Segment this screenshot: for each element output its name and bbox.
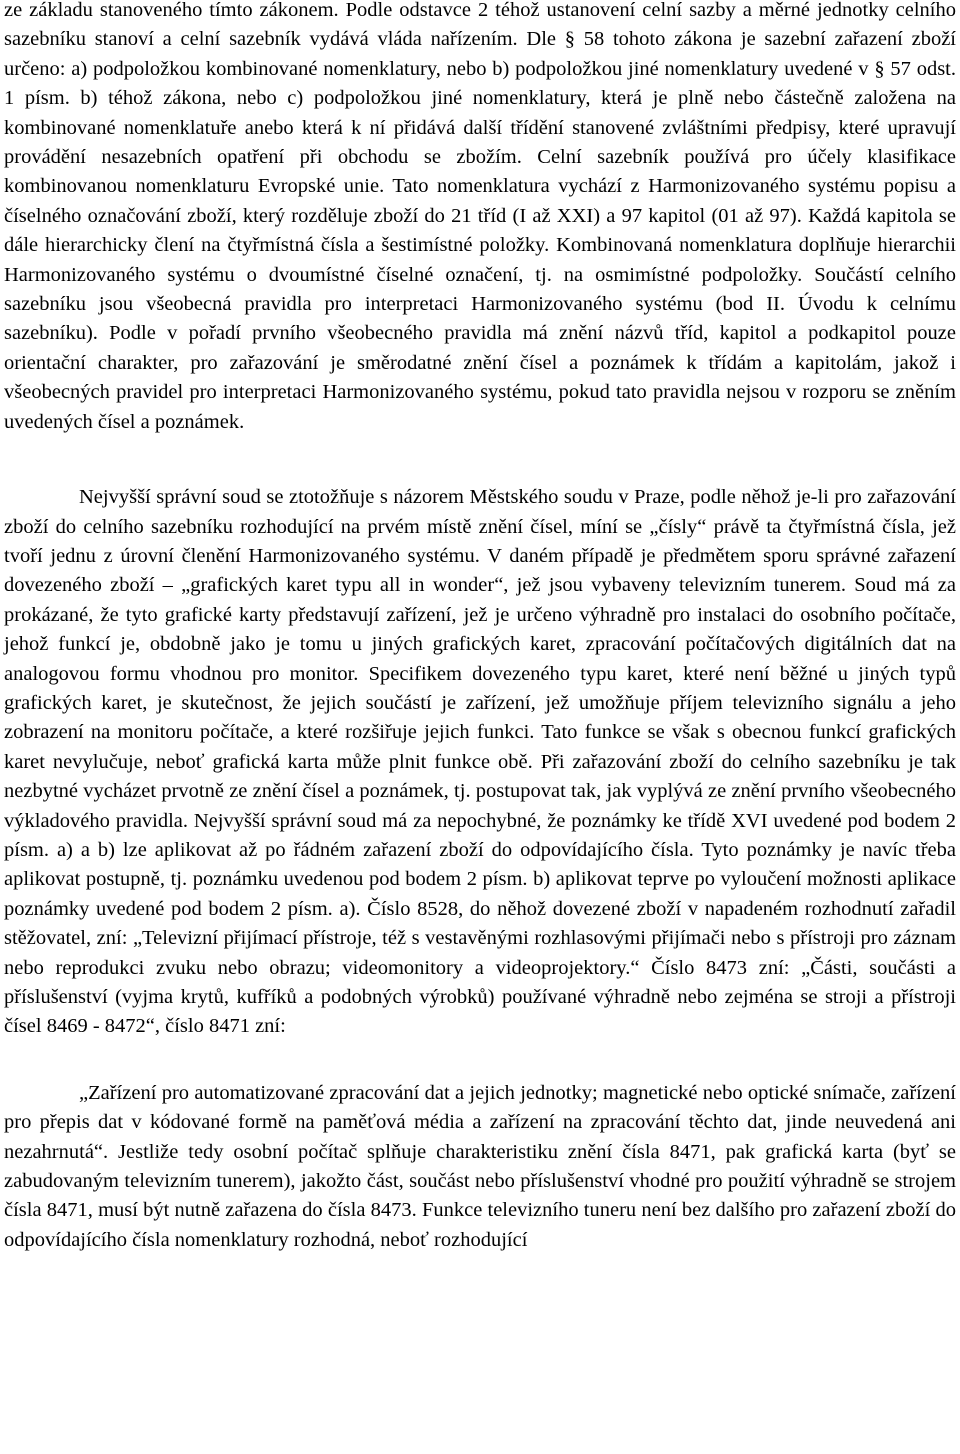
paragraph-court-opinion: Nejvyšší správní soud se ztotožňuje s názorem Městského soudu v Praze, podle něhož je-li pro zařazování zboží do celního sazebníku rozhodující na prvém místě znění čísel, míní se „čísly“ právě ta čtyřmístná čísla, jež tvoří jednu z úrovní členění Harmonizovaného systému. V daném případě je předmětem sporu správné zařazení dovezeného zboží – „grafických karet typu all in wonder“, jež jsou vybaveny televizním tunerem. Soud má za prokázané, že tyto grafické karty představují zařízení, jež je určeno výhradně pro instalaci do osobního počítače, jehož funkcí je, obdobně jako je tomu u jiných grafických karet, zpracování počítačových digitálních dat na analogovou formu vhodnou pro monitor. Specifikem dovezeného typu karet, které není běžné u jiných typů grafických karet, je skutečnost, že jejich součástí je zařízení, jež umožňuje příjem televizního signálu a jeho zobrazení na monitoru počítače, a které rozšiřuje jejich funkci. Tato funkce se však s obecnou funkcí grafických karet nevylučuje, neboť grafická karta může plnit funkce obě. Při zařazování zboží do celního sazebníku je tak nezbytné vycházet prvotně ze znění čísel a poznámek, tj. postupovat tak, jak vyplývá ze znění prvního všeobecného výkladového pravidla. Nejvyšší správní soud má za nepochybné, že poznámky ke třídě XVI uvedené pod bodem 2 písm. a) a b) lze aplikovat až po řádném zařazení zboží do odpovídajícího čísla. Tyto poznámky je navíc třeba aplikovat postupně, tj. poznámku uvedenou pod bodem 2 písm. b) aplikovat teprve po vyloučení možnosti aplikace poznámky uvedené pod bodem 2 písm. a). Číslo 8528, do něhož dovezené zboží v napadeném rozhodnutí zařadil stěžovatel, zní: „Televizní přijímací přístroje, též s vestavěnými rozhlasovými přijímači nebo s přístroji pro záznam nebo reprodukci zvuku nebo obrazu; videomonitory a videoprojektory.“ Číslo 8473 zní: „Části, součásti a příslušenství (vyjma krytů, kufříků a podobných výrobků) používané výhradně nebo zejména se stroji a přístroji čísel 8469 - 8472“, číslo 8471 zní: — [4, 486, 956, 1038]
paragraph-tariff-law: ze základu stanoveného tímto zákonem. Podle odstavce 2 téhož ustanovení celní sazby a měrné jednotky celního sazebníku stanoví a celní sazebník vydává vláda nařízením. Dle § 58 tohoto zákona je sazební zařazení zboží určeno: a) podpoložkou kombinované nomenklatury, nebo b) podpoložkou jiné nomenklatury uvedené v § 57 odst. 1 písm. b) téhož zákona, nebo c) podpoložkou jiné nomenklatury, která je plně nebo částečně založena na kombinované nomenklatuře anebo která k ní přidává další třídění stanovené zvláštními předpisy, které upravují provádění nesazebních opatření při obchodu se zbožím. Celní sazebník používá pro účely klasifikace kombinovanou nomenklaturu Evropské unie. Tato nomenklatura vychází z Harmonizovaného systému popisu a číselného označování zboží, který rozděluje zboží do 21 tříd (I až XXI) a 97 kapitol (01 až 97). Každá kapitola se dále hierarchicky člení na čtyřmístná čísla a šestimístné položky. Kombinovaná nomenklatura doplňuje hierarchii Harmonizovaného systému o dvoumístné číselné označení, tj. na osmimístné podpoložky. Součástí celního sazebníku jsou všeobecná pravidla pro interpretaci Harmonizovaného systému (bod II. Úvodu k celnímu sazebníku). Podle v pořadí prvního všeobecného pravidla má znění názvů tříd, kapitol a podkapitol pouze orientační charakter, pro zařazování je směrodatné znění čísel a poznámek k třídám a kapitolám, jakož i všeobecných pravidel pro interpretaci Harmonizovaného systému, pokud tato pravidla nejsou v rozporu se zněním uvedených čísel a poznámek. — [4, 0, 956, 433]
paragraph-heading-8471-quote: „Zařízení pro automatizované zpracování dat a jejich jednotky; magnetické nebo optické snímače, zařízení pro přepis dat v kódované formě na paměťová média a zařízení na zpracování těchto dat, jinde neuvedená ani nezahrnutá“. Jestliže tedy osobní počítač splňuje charakteristiku znění čísla 8471, pak grafická karta (byť se zabudovaným televizním tunerem), jakožto část, součást nebo příslušenství vhodné pro použití výhradně se strojem čísla 8471, musí být nutně zařazena do čísla 8473. Funkce televizního tuneru není bez dalšího pro zařazení zboží do odpovídajícího čísla nomenklatury rozhodná, neboť rozhodující — [4, 1081, 956, 1251]
document-page — [4, 0, 956, 1255]
